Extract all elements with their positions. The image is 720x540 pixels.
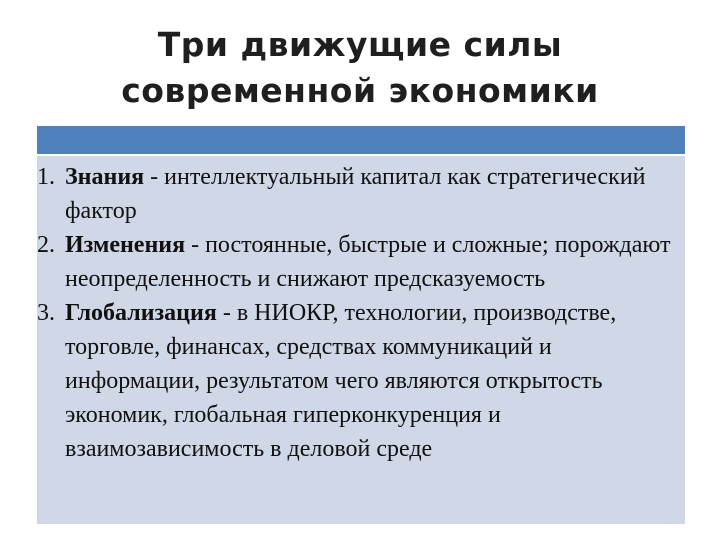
list-item-text: - интеллектуальный капитал как стратегический фактор	[65, 164, 646, 224]
slide-title-line-2: современной экономики	[121, 71, 599, 110]
table-header-bar	[37, 126, 685, 154]
list-item-term: Глобализация	[65, 300, 217, 326]
list-item-number: 2.	[37, 232, 55, 258]
list-item	[37, 296, 677, 466]
slide-title-line-1: Три движущие силы	[157, 25, 563, 64]
content-table	[37, 126, 685, 524]
list-item	[37, 228, 677, 296]
list-item-text: - постоянные, быстрые и сложные; порождают неопределенность и снижают предсказуемость	[65, 232, 671, 292]
driving-forces-list	[37, 160, 677, 466]
list-item	[37, 160, 677, 228]
list-item-term: Изменения	[65, 232, 186, 258]
list-item-number: 1.	[37, 164, 55, 190]
list-item-number: 3.	[37, 300, 55, 326]
list-item-term: Знания	[65, 164, 145, 190]
list-item-text: - в НИОКР, технологии, производстве, торговле, финансах, средствах коммуникаций и информации, результатом чего являются открытость экономик, глобальная гиперконкуренция и взаимозависимость в деловой среде	[65, 300, 617, 462]
slide-title	[60, 22, 660, 114]
table-header-divider	[37, 154, 685, 156]
